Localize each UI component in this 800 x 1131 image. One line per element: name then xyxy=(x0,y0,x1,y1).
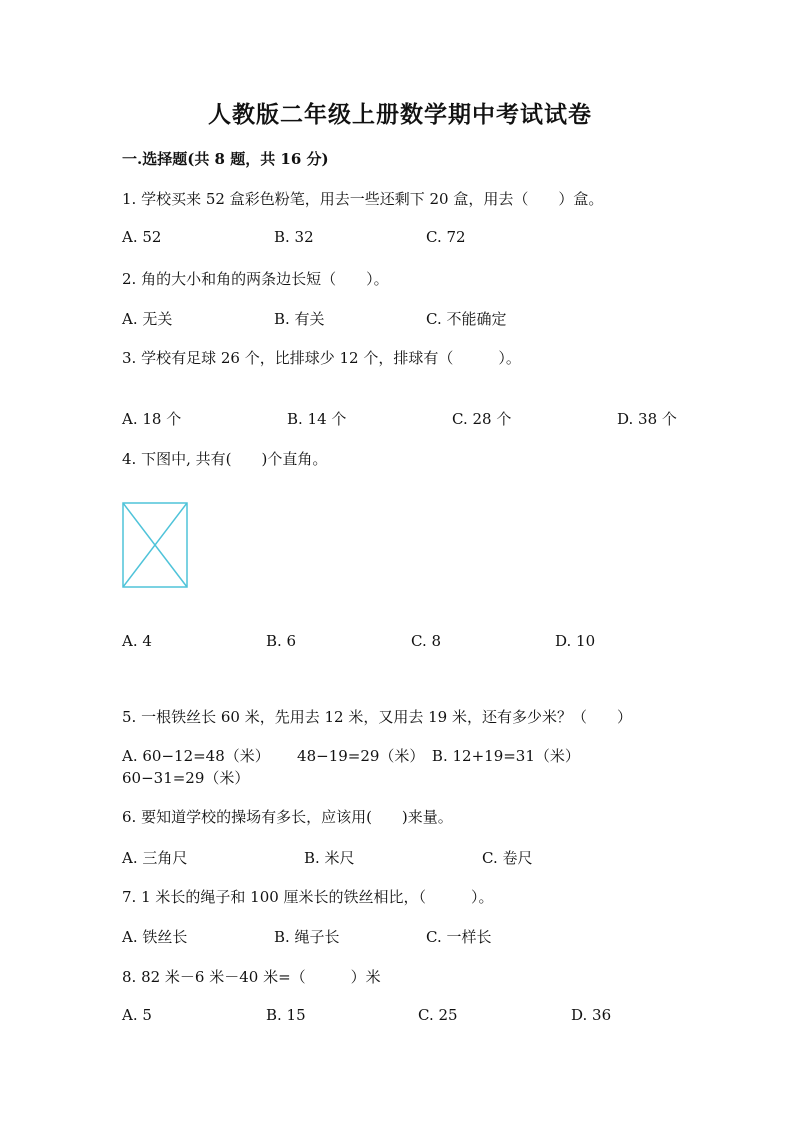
q1-option-a: A. 52 xyxy=(122,228,162,246)
q2-option-c: C. 不能确定 xyxy=(426,310,507,328)
section-heading: 一.选择题(共 8 题，共 16 分) xyxy=(122,150,329,168)
q7-option-c: C. 一样长 xyxy=(426,928,492,946)
rectangle-diagonals-figure xyxy=(122,502,188,588)
q3-option-a: A. 18 个 xyxy=(122,410,182,428)
q2-option-b: B. 有关 xyxy=(274,310,325,328)
q1-option-b: B. 32 xyxy=(274,228,314,246)
q6-option-c: C. 卷尺 xyxy=(482,849,533,867)
q8-option-d: D. 36 xyxy=(571,1006,612,1024)
question-7: 7. 1 米长的绳子和 100 厘米长的铁丝相比，（ ）。 xyxy=(122,888,494,906)
question-4: 4. 下图中, 共有( )个直角。 xyxy=(122,450,328,468)
q4-option-c: C. 8 xyxy=(411,632,442,650)
q3-option-d: D. 38 个 xyxy=(617,410,677,428)
q5-options: A. 60−12=48（米） 48−19=29（米） B. 12+19=31（米） 60−31=29（米） xyxy=(122,747,618,787)
q6-option-a: A. 三角尺 xyxy=(122,849,188,867)
q8-option-c: C. 25 xyxy=(418,1006,458,1024)
q1-option-c: C. 72 xyxy=(426,228,466,246)
q3-option-b: B. 14 个 xyxy=(287,410,347,428)
page-title: 人教版二年级上册数学期中考试试卷 xyxy=(208,101,592,128)
q2-option-a: A. 无关 xyxy=(122,310,173,328)
q8-option-a: A. 5 xyxy=(122,1006,152,1024)
question-8: 8. 82 米－6 米－40 米=（ ）米 xyxy=(122,968,381,986)
q4-option-d: D. 10 xyxy=(555,632,596,650)
q3-option-c: C. 28 个 xyxy=(452,410,512,428)
question-5: 5. 一根铁丝长 60 米，先用去 12 米，又用去 19 米，还有多少米？（ ） xyxy=(122,708,632,726)
question-6: 6. 要知道学校的操场有多长，应该用( )来量。 xyxy=(122,808,453,826)
question-2: 2. 角的大小和角的两条边长短（ ）。 xyxy=(122,270,389,288)
q4-option-b: B. 6 xyxy=(266,632,297,650)
q8-option-b: B. 15 xyxy=(266,1006,306,1024)
q7-option-b: B. 绳子长 xyxy=(274,928,340,946)
q7-option-a: A. 铁丝长 xyxy=(122,928,188,946)
q4-option-a: A. 4 xyxy=(122,632,152,650)
q6-option-b: B. 米尺 xyxy=(304,849,355,867)
question-3: 3. 学校有足球 26 个，比排球少 12 个，排球有（ ）。 xyxy=(122,349,521,367)
question-1: 1. 学校买来 52 盒彩色粉笔，用去一些还剩下 20 盒，用去（ ）盒。 xyxy=(122,190,604,208)
